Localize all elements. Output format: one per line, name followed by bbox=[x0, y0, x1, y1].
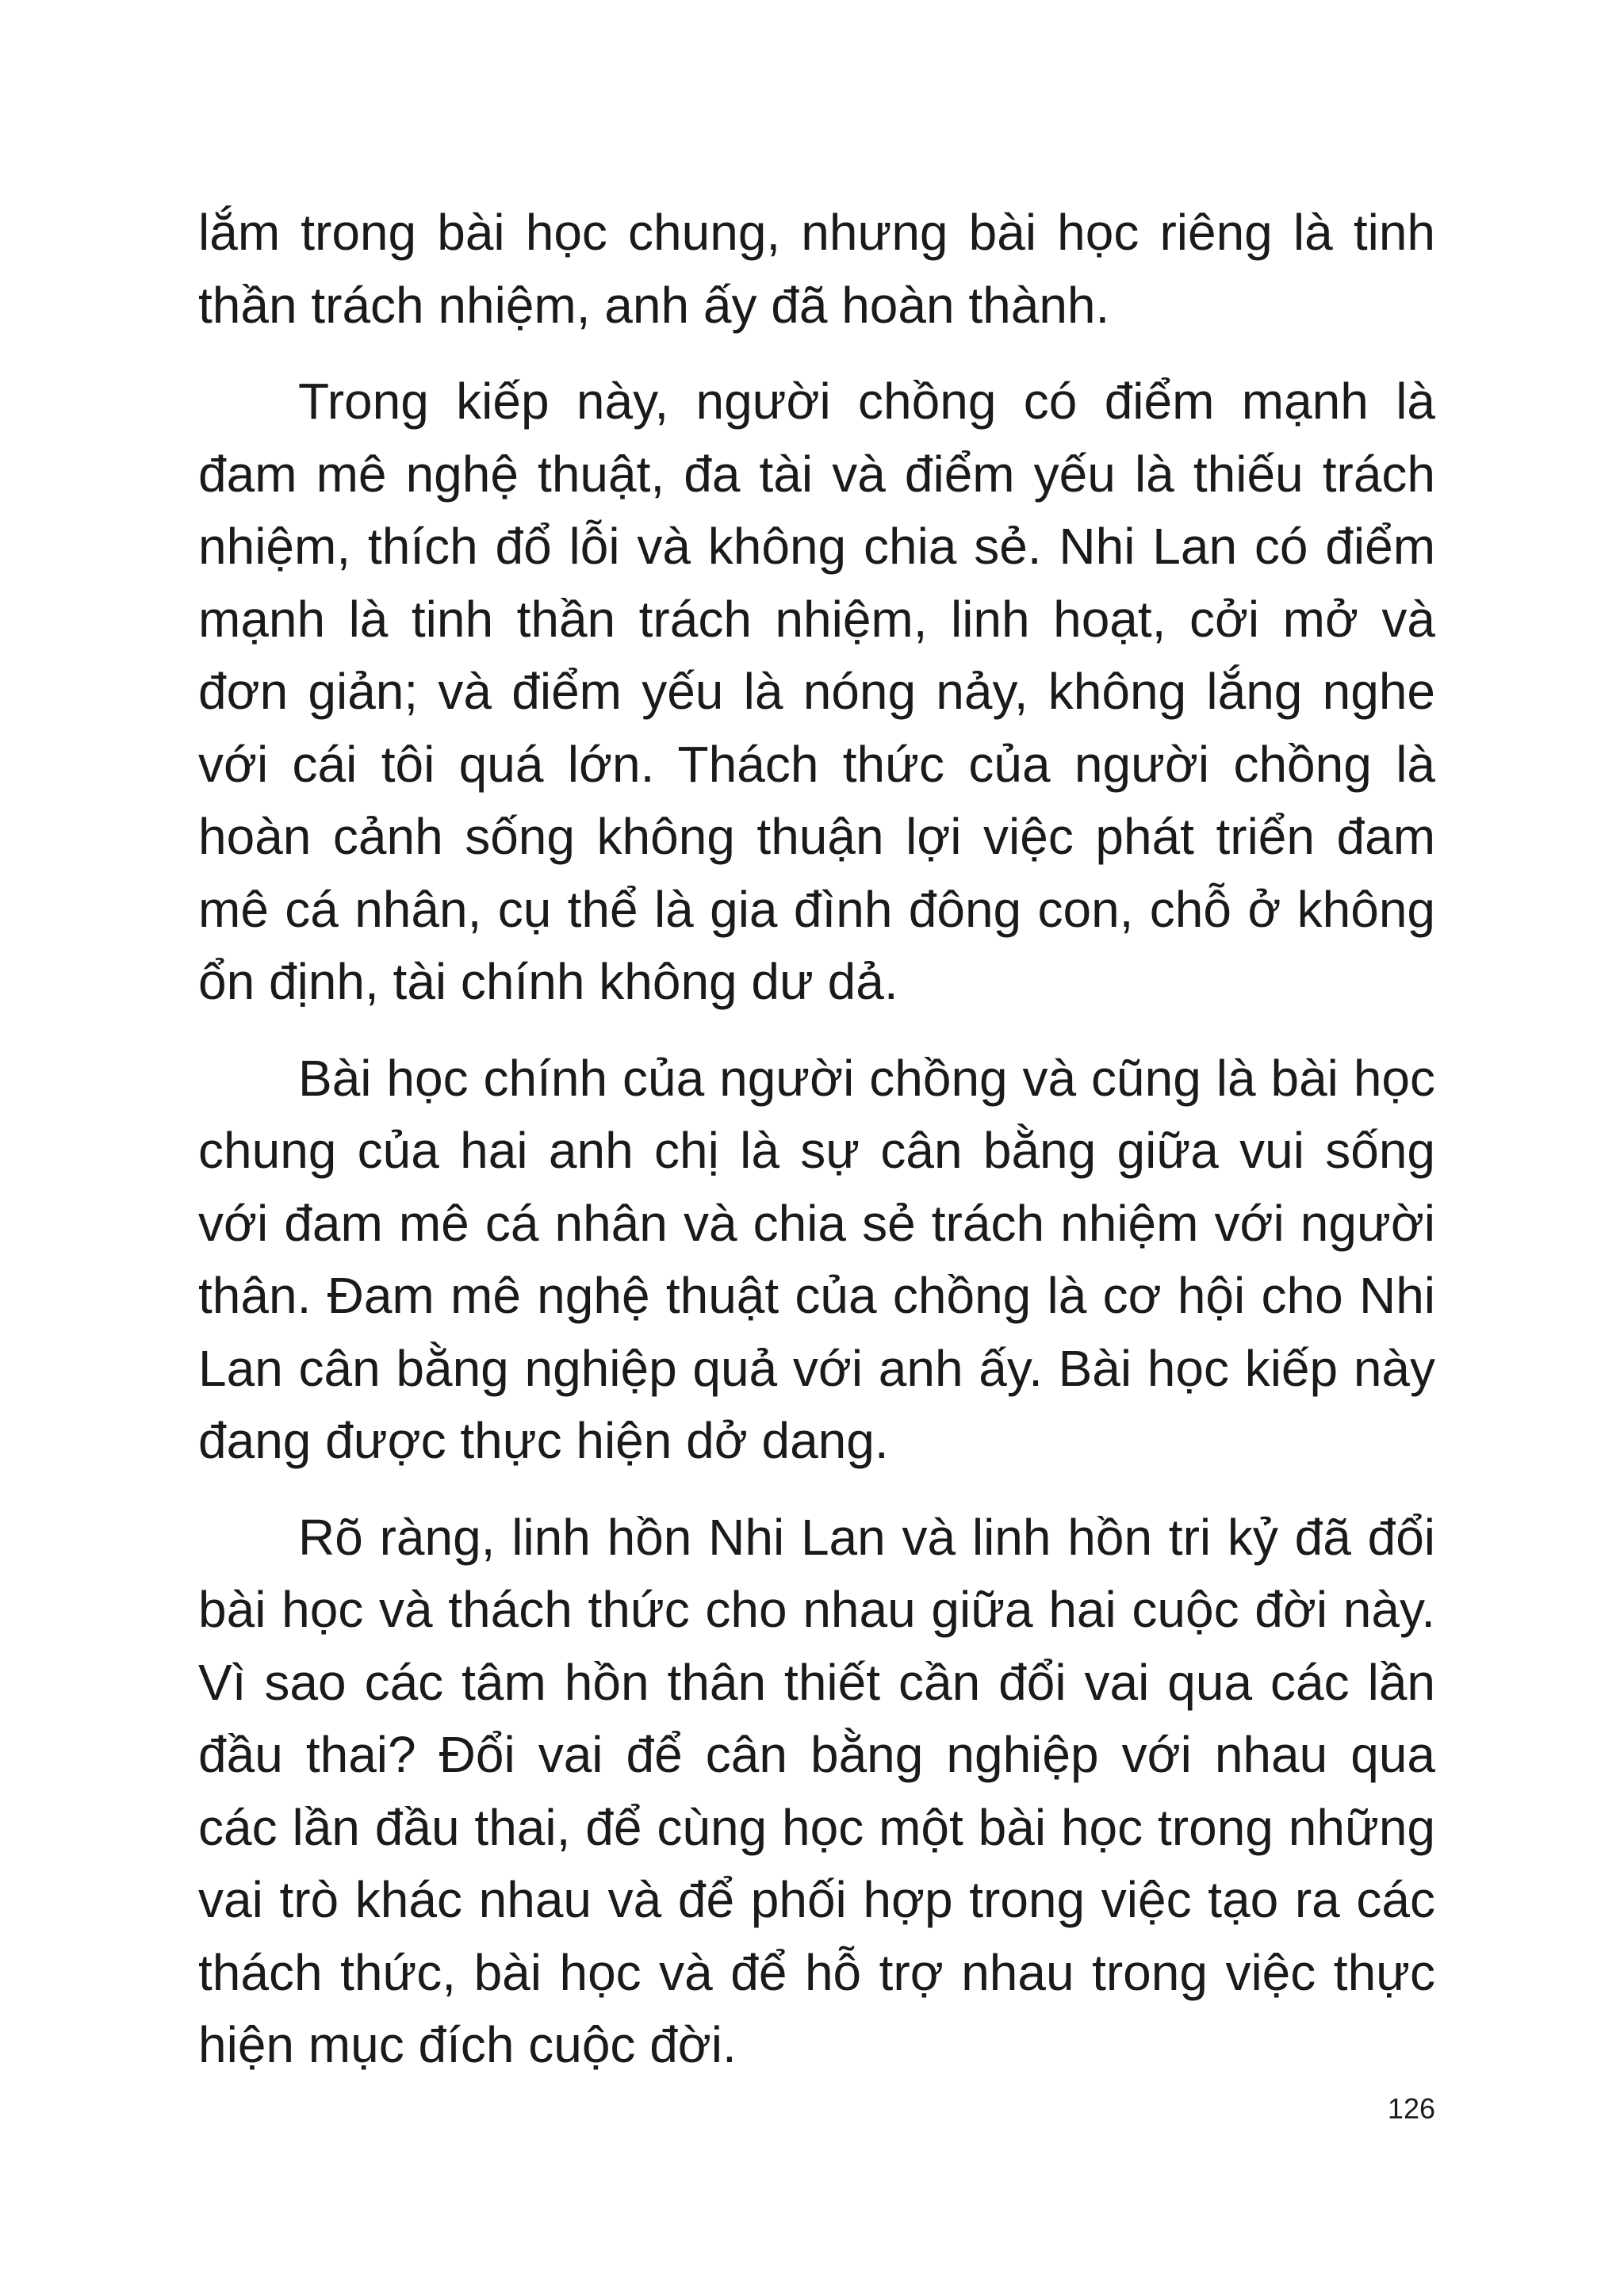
body-text bbox=[198, 197, 1435, 2106]
paragraph-continued: lắm trong bài học chung, nhưng bài học riêng là tinh thần trách nhiệm, anh ấy đã hoàn thành. bbox=[198, 204, 1435, 334]
paragraph-role-swap: Rõ ràng, linh hồn Nhi Lan và linh hồn tri kỷ đã đổi bài học và thách thức cho nhau giữa hai cuộc đời này. Vì sao các tâm hồn thân thiết cần đổi vai qua các lần đầu thai? Đổi vai để cân bằng nghiệp với nhau qua các lần đầu thai, để cùng học một bài học trong những vai trò khác nhau và để phối hợp trong việc tạo ra các thách thức, bài học và để hỗ trợ nhau trong việc thực hiện mục đích cuộc đời. bbox=[198, 1508, 1435, 2073]
paragraph-husband-strengths: Trong kiếp này, người chồng có điểm mạnh là đam mê nghệ thuật, đa tài và điểm yếu là thiếu trách nhiệm, thích đổ lỗi và không chia sẻ. Nhi Lan có điểm mạnh là tinh thần trách nhiệm, linh hoạt, cởi mở và đơn giản; và điểm yếu là nóng nảy, không lắng nghe với cái tôi quá lớn. Thách thức của người chồng là hoàn cảnh sống không thuận lợi việc phát triển đam mê cá nhân, cụ thể là gia đình đông con, chỗ ở không ổn định, tài chính không dư dả. bbox=[198, 373, 1435, 1010]
paragraph-main-lesson: Bài học chính của người chồng và cũng là bài học chung của hai anh chị là sự cân bằng giữa vui sống với đam mê cá nhân và chia sẻ trách nhiệm với người thân. Đam mê nghệ thuật của chồng là cơ hội cho Nhi Lan cân bằng nghiệp quả với anh ấy. Bài học kiếp này đang được thực hiện dở dang. bbox=[198, 1049, 1435, 1469]
page-number: 126 bbox=[1387, 2092, 1435, 2125]
